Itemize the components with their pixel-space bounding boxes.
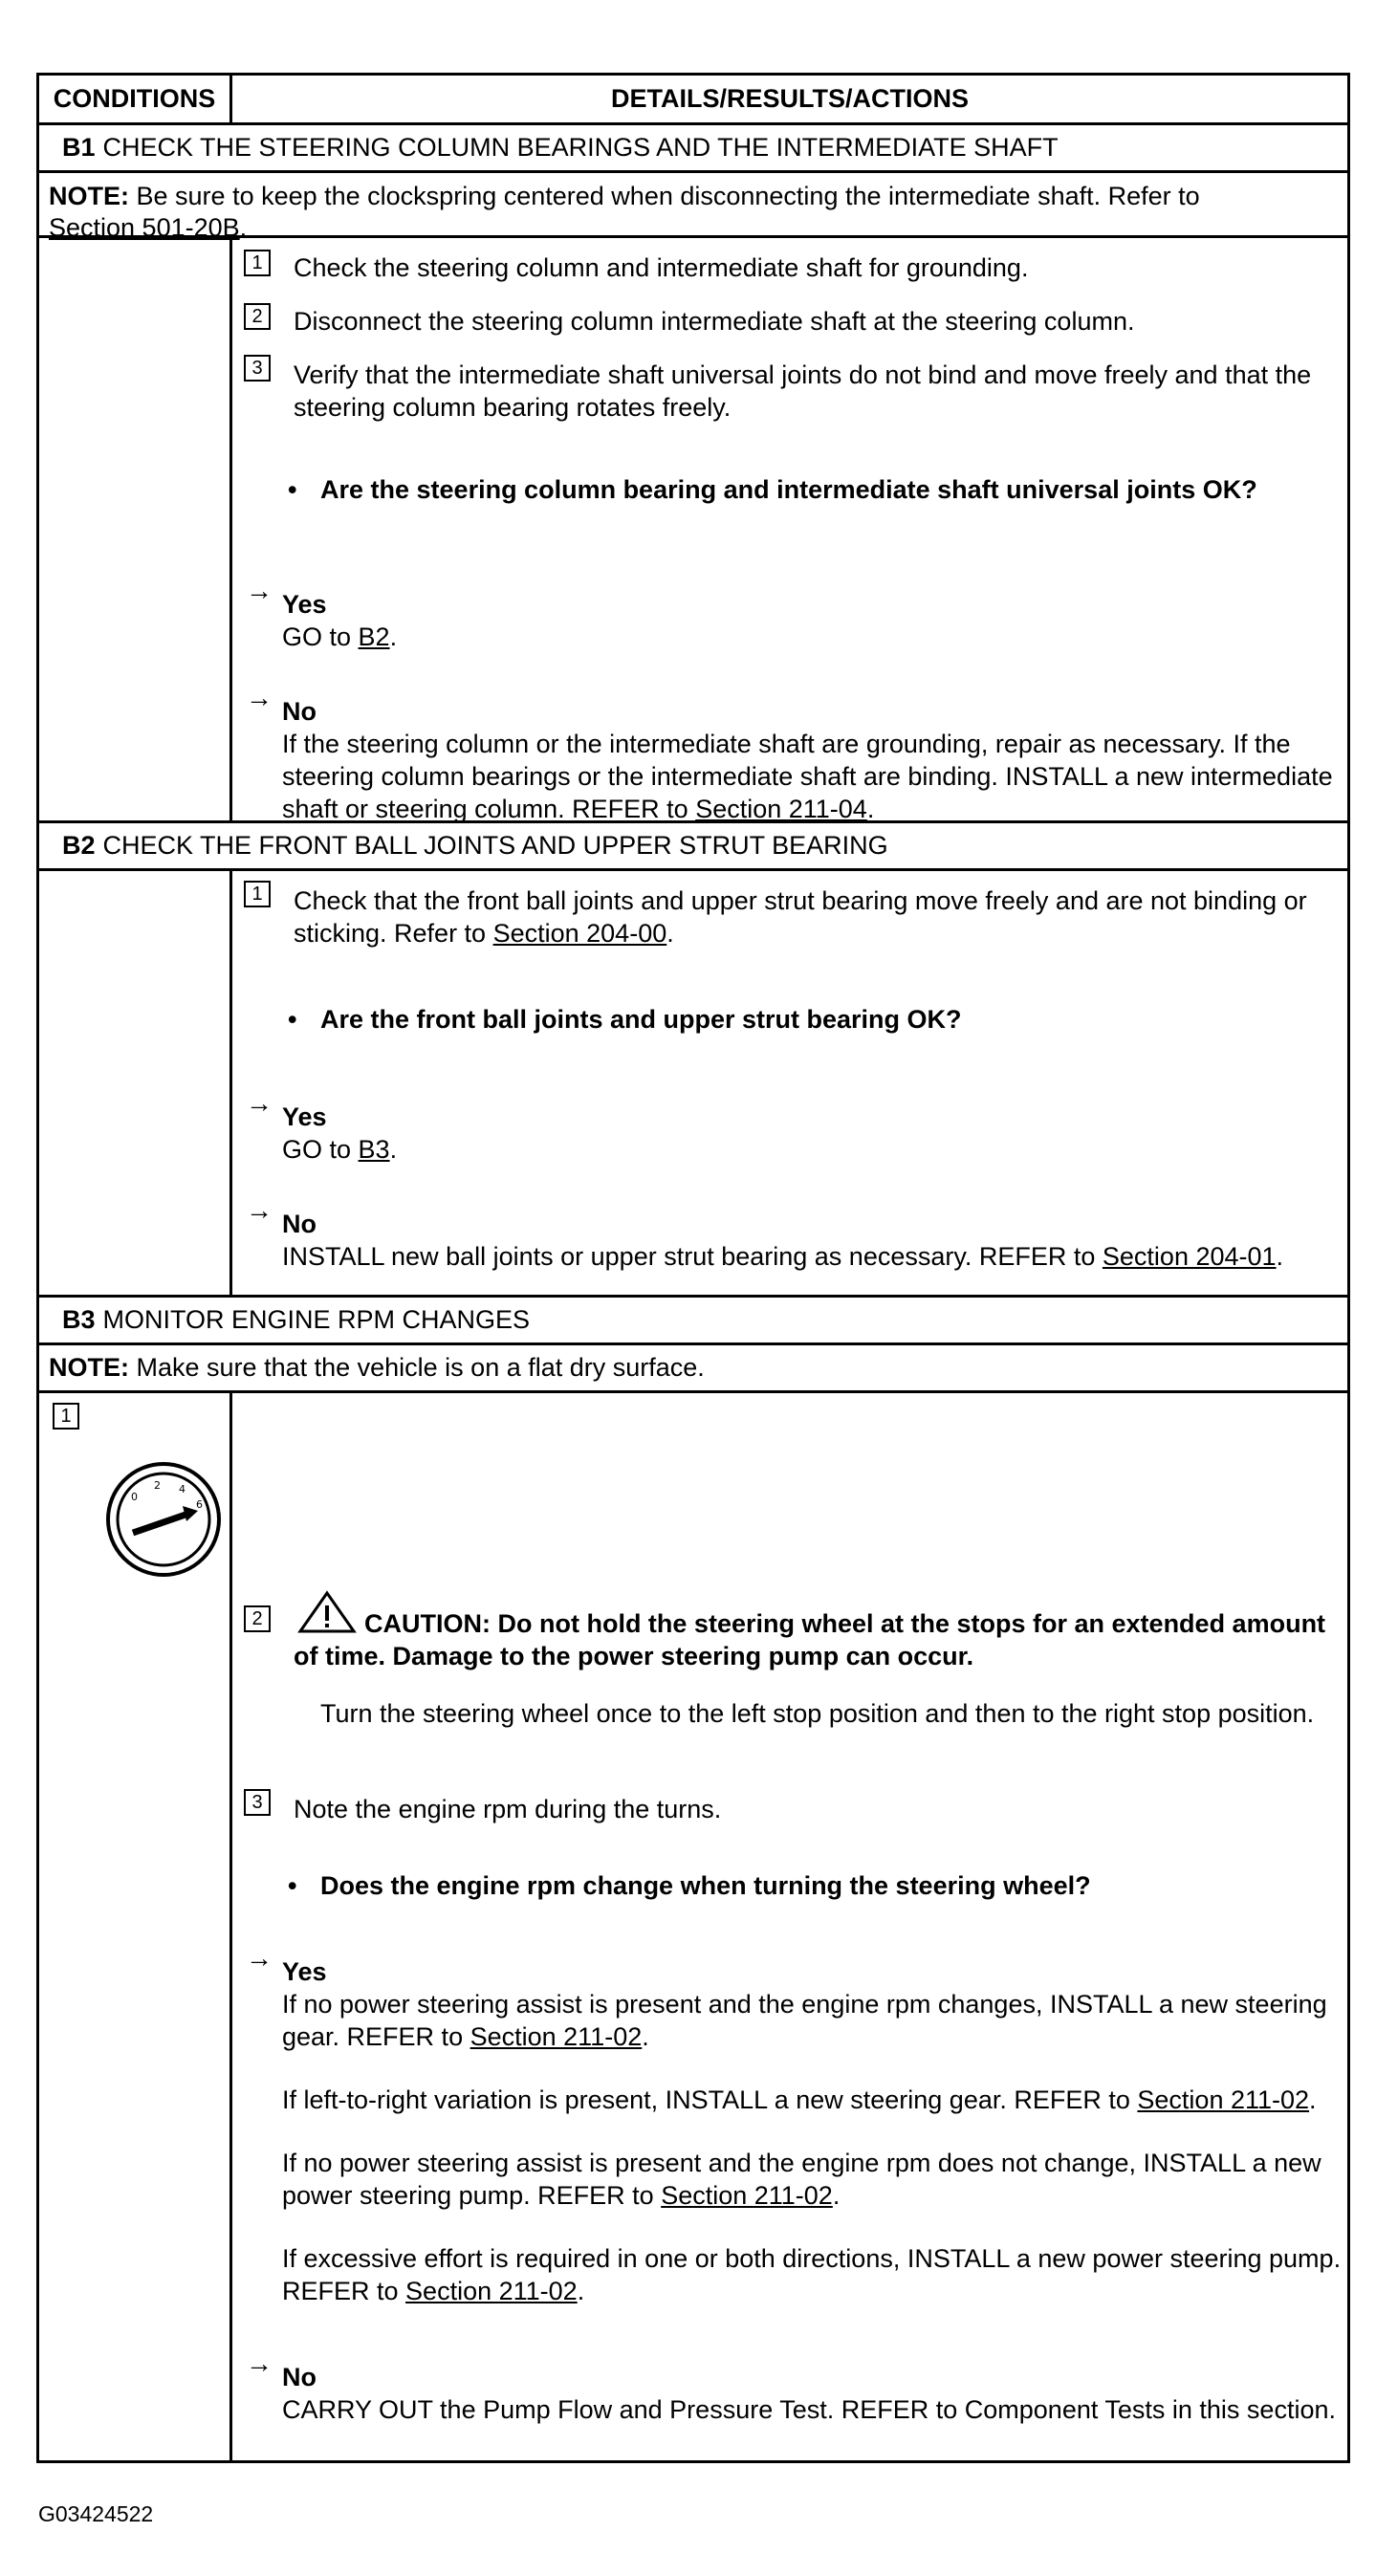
- question-text: Does the engine rpm change when turning the steering wheel?: [320, 1871, 1091, 1900]
- details-cell: 1 Check that the front ball joints and upper strut bearing move freely and are not binding or sticking. Refer to Section 204-00. • Are the front ball joints and upper strut bearing OK? → Yes GO to B3. → No INSTALL new ball joints or upper strut bearing as necessary. REFER to Section 204-01.: [232, 871, 1347, 1295]
- step-number: 3: [244, 1789, 271, 1816]
- answer-label: Yes: [282, 590, 327, 619]
- body-b3: [39, 1393, 1347, 2460]
- section-link[interactable]: Section 501-20B: [49, 213, 240, 242]
- answer-label: Yes: [282, 1102, 327, 1131]
- section-title-b3: [39, 1298, 1347, 1345]
- step-text: Verify that the intermediate shaft universal joints do not bind and move freely and that the steering column bearing rotates freely.: [294, 360, 1312, 422]
- arrow-right-icon: →: [246, 683, 273, 712]
- section-link[interactable]: Section 211-02: [1137, 2085, 1310, 2114]
- step-link[interactable]: B2: [358, 622, 390, 651]
- step-text: Note the engine rpm during the turns.: [294, 1795, 722, 1823]
- step-number: 3: [244, 355, 271, 382]
- section-title: MONITOR ENGINE RPM CHANGES: [102, 1305, 531, 1334]
- arrow-right-icon: →: [246, 1943, 273, 1973]
- section-link[interactable]: Section 211-02: [661, 2181, 833, 2210]
- conditions-cell: [39, 871, 232, 1295]
- answer-text: INSTALL new ball joints or upper strut bearing as necessary. REFER to: [282, 1242, 1096, 1271]
- caution-text: CAUTION: Do not hold the steering wheel at the stops for an extended amount of time. Damage to the power steering pump can occur.: [294, 1609, 1326, 1670]
- answer-label: Yes: [282, 1957, 327, 1986]
- section-link[interactable]: Section 211-02: [470, 2022, 643, 2051]
- arrow-right-icon: →: [246, 2348, 273, 2378]
- arrow-right-icon: →: [246, 1088, 273, 1118]
- section-link[interactable]: Section 211-04: [695, 795, 867, 823]
- step-text: Check the steering column and intermediate shaft for grounding.: [294, 253, 1029, 282]
- step-link[interactable]: B3: [358, 1135, 390, 1164]
- details-cell: 2 CAUTION: Do not hold the steering wheel at the stops for an extended amount of time. Damage to the power steering pump can occur. Turn the steering wheel once to the left stop position and then to the right stop position. 3 Note the engine rpm during the turns. • Does the engine rpm change when turning the steering wheel? → Yes If no power steering assist is present and the engine rpm changes, INSTALL a new steering gear. REFER to Section 211-02. If left-to-right variation is present, INSTALL a new steering gear. REFER to Section 211-02. If no power steering assist is present and the engine rpm does not change, INSTALL a new power steering pump. REFER to Section 211-02. If excessive effort is required in one or both directions, INSTALL a new power steering pump. REFER to Section 211-02. → No CARRY OUT the Pump Flow and Pressure Test. REFER to Component Tests in this section.: [232, 1393, 1347, 2460]
- section-title-b2: [39, 823, 1347, 871]
- section-link[interactable]: Section 204-01: [1102, 1242, 1277, 1271]
- section-id: B1: [62, 133, 96, 162]
- answer-paragraph: If no power steering assist is present and the engine rpm changes, INSTALL a new steering gear. REFER to Section 211-02.: [282, 1990, 1327, 2051]
- answer-paragraph: If left-to-right variation is present, INSTALL a new steering gear. REFER to Section 211-02.: [282, 2085, 1317, 2114]
- answer-paragraph: If excessive effort is required in one or both directions, INSTALL a new power steering pump. REFER to Section 211-02.: [282, 2244, 1342, 2305]
- section-title-b1: [39, 125, 1347, 173]
- svg-text:6: 6: [196, 1498, 203, 1511]
- answer-paragraph: If no power steering assist is present and the engine rpm does not change, INSTALL a new power steering pump. REFER to Section 211-02.: [282, 2149, 1321, 2210]
- section-id: B2: [62, 831, 96, 860]
- step-text: Turn the steering wheel once to the left stop position and then to the right stop position.: [320, 1699, 1315, 1728]
- diagnostic-table: [36, 73, 1350, 2463]
- arrow-right-icon: →: [246, 1195, 273, 1225]
- arrow-right-icon: →: [246, 576, 273, 605]
- conditions-cell: [39, 238, 232, 820]
- note-b3: [39, 1345, 1347, 1393]
- table-header: [39, 76, 1347, 125]
- conditions-cell: [39, 1393, 232, 2460]
- question-text: Are the steering column bearing and intermediate shaft universal joints OK?: [320, 475, 1257, 504]
- header-details: DETAILS/RESULTS/ACTIONS: [610, 84, 969, 113]
- note-text: Make sure that the vehicle is on a flat dry surface.: [136, 1353, 705, 1382]
- body-b1: [39, 238, 1347, 823]
- section-link[interactable]: Section 211-02: [405, 2277, 578, 2305]
- figure-code: G03424522: [38, 2501, 154, 2526]
- answer-text: If the steering column or the intermediate shaft are grounding, repair as necessary. If the steering column bearings or the intermediate shaft are binding. INSTALL a new intermediate shaft or steering column. REFER to: [282, 730, 1333, 823]
- section-title: CHECK THE STEERING COLUMN BEARINGS AND THE INTERMEDIATE SHAFT: [102, 133, 1059, 162]
- answer-label: No: [282, 697, 317, 726]
- step-text: Check that the front ball joints and upper strut bearing move freely and are not binding or sticking. Refer to: [294, 886, 1307, 948]
- body-b2: [39, 871, 1347, 1298]
- note-label: NOTE:: [49, 182, 129, 210]
- svg-text:2: 2: [154, 1479, 161, 1492]
- note-b1: NOTE: Be sure to keep the clockspring centered when disconnecting the intermediate shaft. Refer to Section 501-20B.: [39, 173, 1347, 238]
- step-text: Disconnect the steering column intermediate shaft at the steering column.: [294, 307, 1135, 336]
- header-conditions: CONDITIONS: [39, 76, 232, 122]
- note-text: Be sure to keep the clockspring centered when disconnecting the intermediate shaft. Refer to: [136, 182, 1200, 210]
- question-text: Are the front ball joints and upper strut bearing OK?: [320, 1005, 962, 1034]
- answer-label: No: [282, 2363, 317, 2391]
- note-label: NOTE:: [49, 1353, 129, 1382]
- answer-text: GO to: [282, 1135, 352, 1164]
- section-title: CHECK THE FRONT BALL JOINTS AND UPPER STRUT BEARING: [102, 831, 888, 860]
- tachometer-icon: [104, 1460, 223, 1583]
- section-id: B3: [62, 1305, 96, 1334]
- step-number: 1: [244, 250, 271, 276]
- svg-text:4: 4: [179, 1483, 186, 1495]
- section-link[interactable]: Section 204-00: [492, 919, 667, 948]
- step-number: 1: [53, 1403, 79, 1430]
- step-number: 1: [244, 881, 271, 907]
- answer-text: CARRY OUT the Pump Flow and Pressure Test. REFER to Component Tests in this section.: [282, 2395, 1336, 2424]
- svg-text:0: 0: [131, 1491, 138, 1503]
- details-cell: 1 Check the steering column and intermediate shaft for grounding. 2 Disconnect the steering column intermediate shaft at the steering column. 3 Verify that the intermediate shaft universal joints do not bind and move freely and that the steering column bearing rotates freely. • Are the steering column bearing and intermediate shaft universal joints OK? → Yes GO to B2. → No If the steering column or the intermediate shaft are grounding, repair as necessary. If the steering column bearings or the intermediate shaft are binding. INSTALL a new intermediate shaft or steering column. REFER to Section 211-04.: [232, 238, 1347, 820]
- answer-label: No: [282, 1210, 317, 1238]
- step-number: 2: [244, 303, 271, 330]
- answer-text: GO to: [282, 622, 352, 651]
- step-number: 2: [244, 1605, 271, 1632]
